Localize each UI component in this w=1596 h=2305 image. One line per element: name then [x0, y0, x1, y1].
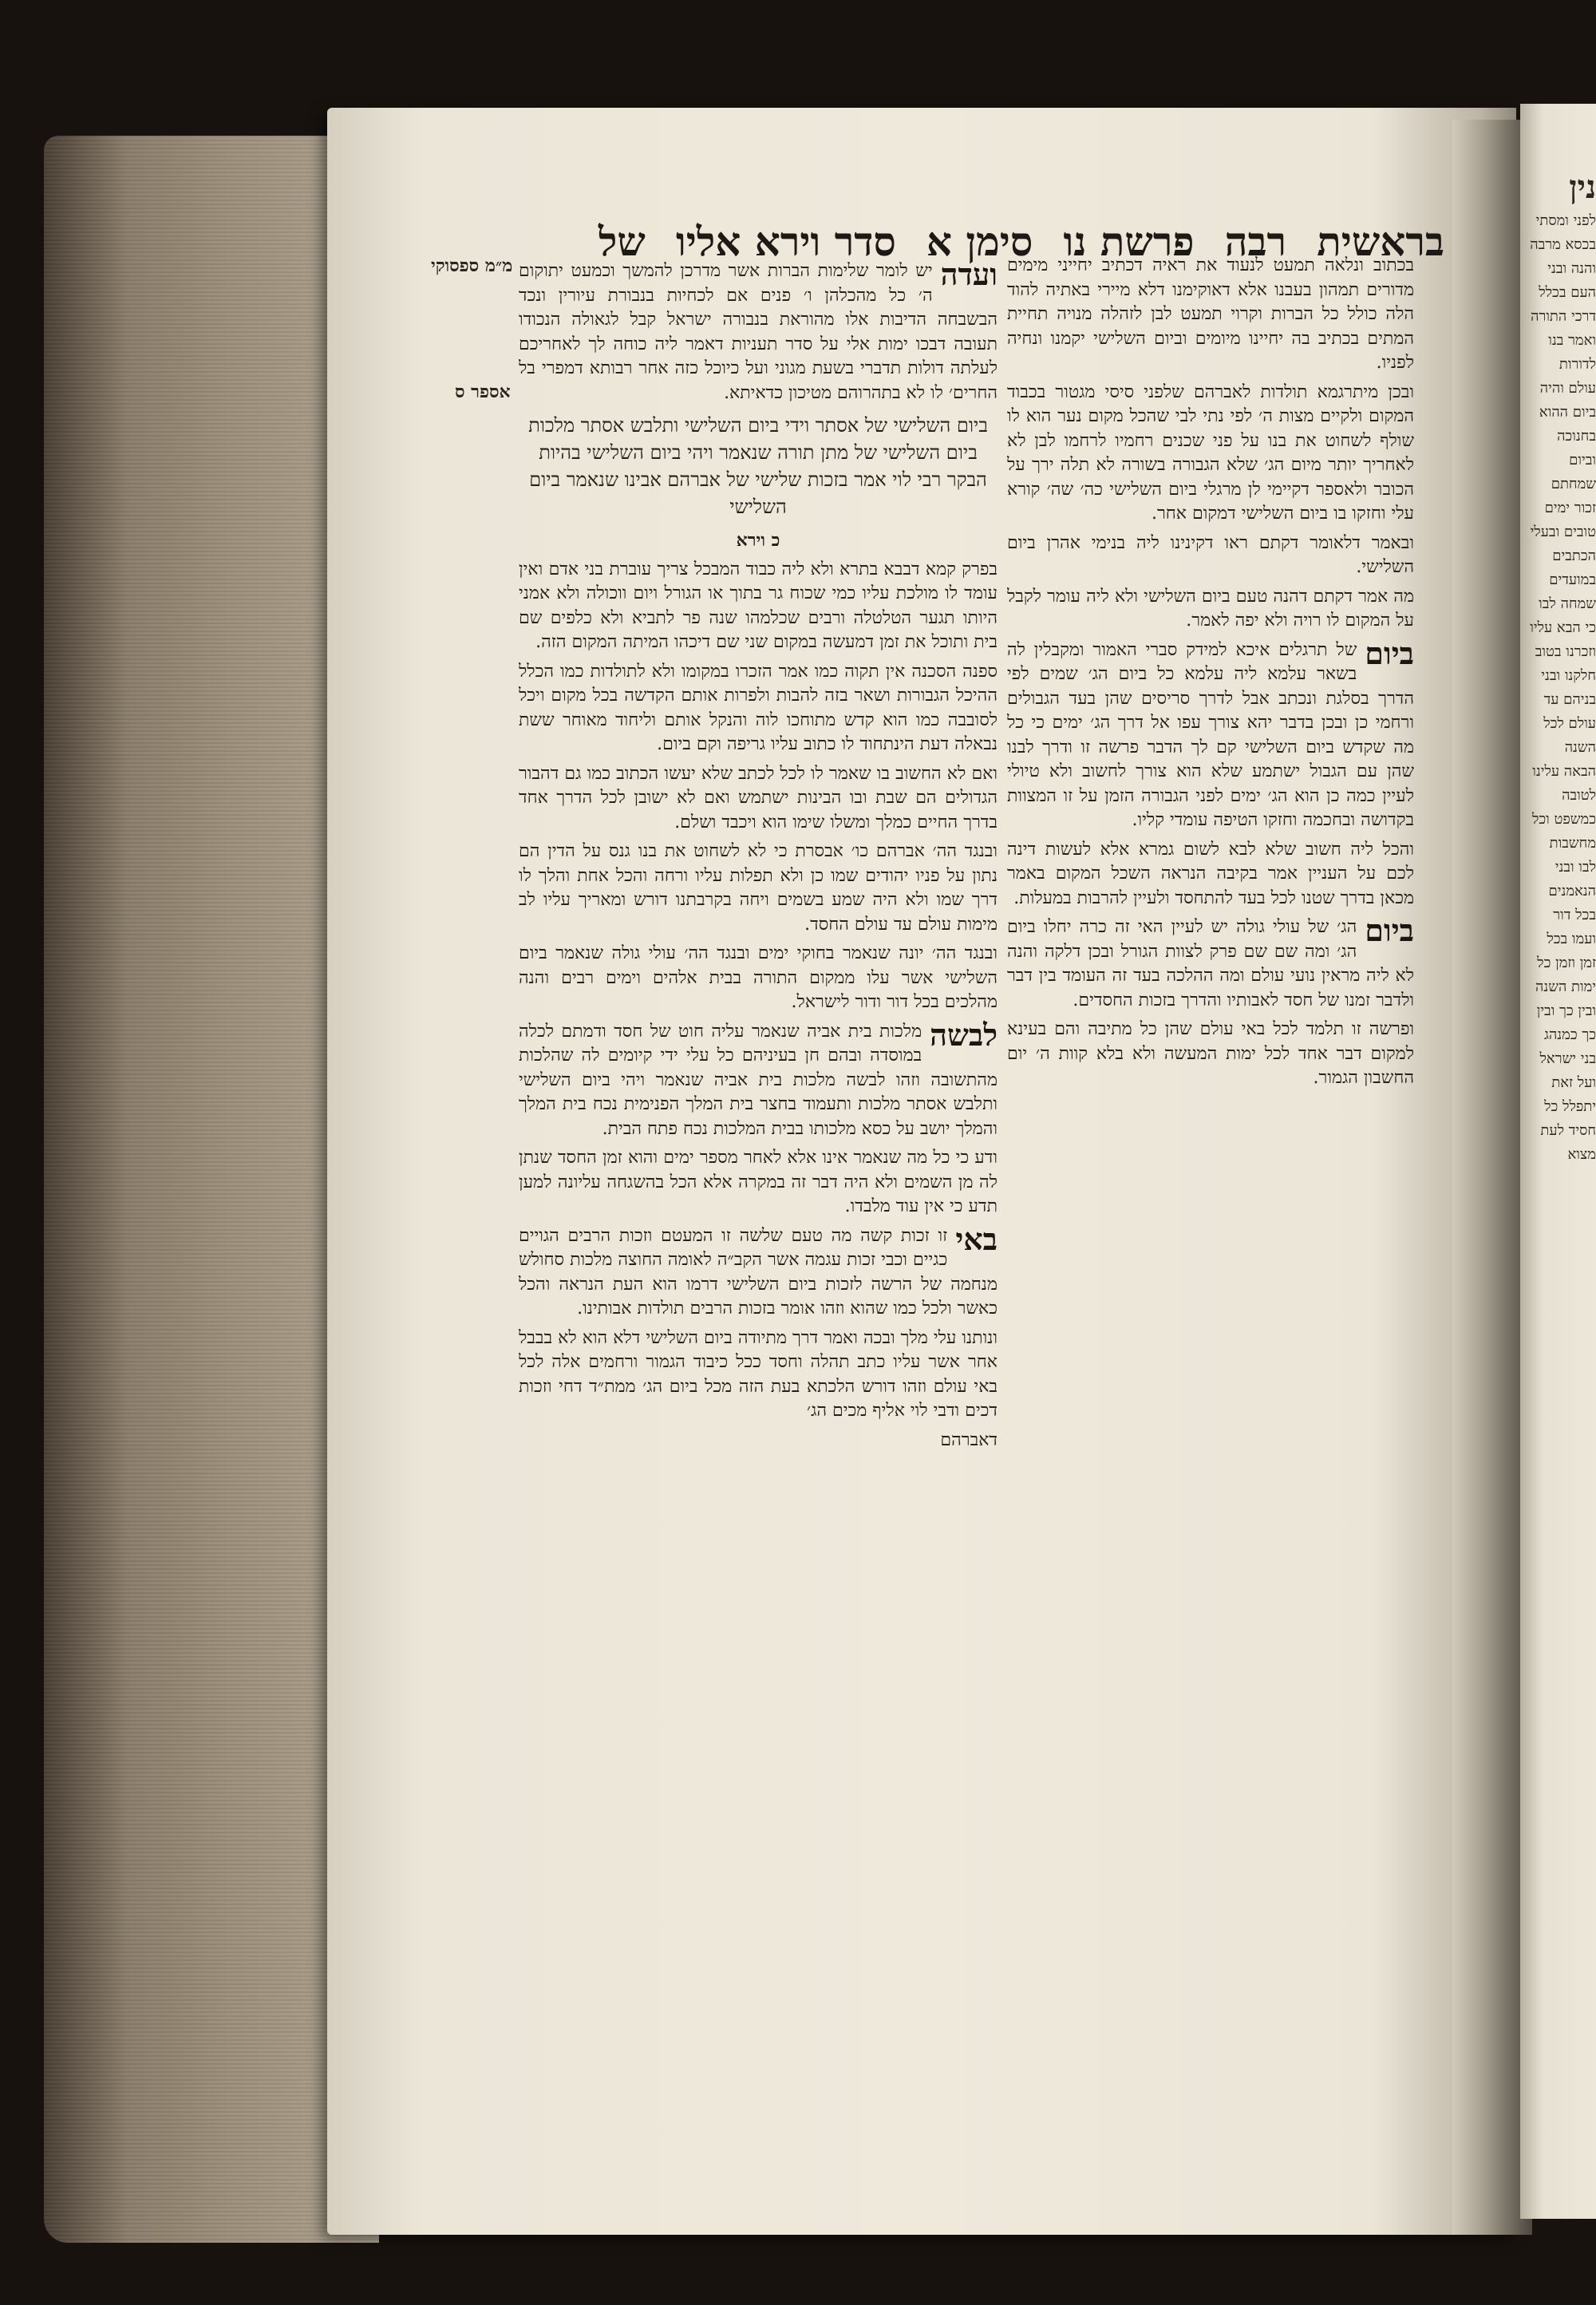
margin-note-1: מ״מ ספסוקי	[431, 255, 513, 276]
left-section	[519, 1220, 998, 1322]
section-lead-word: לבשה	[930, 1016, 998, 1053]
header-siman: סימן א	[926, 217, 1033, 265]
right-section	[1007, 635, 1414, 833]
left-paragraph: ספנה הסכנה אין תקוה כמו אמר הזכרו במקומו ולא לתולדות כמו הכלל ההיכל הגבורות ושאר בזה להבות ולפרות אותם הקדשה בכל מקום ויכל לסובבה כמו הוא קדש מתוחכו לוה והנקל אותם וליחוד מאוחר ששת נבאלה דעת הינתחוד לו כתוב עליו גריפה וקם ביום.	[519, 661, 998, 754]
header-parasha: פרשת נו	[1063, 217, 1195, 265]
section-lead-word: ועדה	[940, 259, 998, 292]
left-section	[519, 1016, 998, 1142]
section-lead-word: באי	[955, 1220, 998, 1257]
header-shel: של	[598, 217, 646, 265]
section-lead-word: ביום	[1365, 635, 1414, 671]
right-text-column	[1007, 254, 1414, 2225]
section-lead-word: ביום	[1365, 912, 1414, 948]
next-page-text: לפני ומסתי בכסא מרבה והנה ובני העם בכלל דרכי התורה ואמר בנו לדורות עולם והיה ביום ההוא בחנוכה וביום שמחתם זכור ימים טובים ובעלי הכתבים במועדים שמחה לבו כי הבא עליו וזכרנו בטוב חלקנו ובני בניהם עד עולם לכל השנה הבאה עלינו לטובה כמשפט וכל מחשבות לבו ובני הנאמנים בכל דור ועמו בכל זמן וזמן כל ימות השנה ובין כך ובין כך כמנהג בני ישראל ועל זאת יתפלל כל חסיד לעת מצוא	[1530, 212, 1596, 1163]
left-paragraph: ואם לא החשוב בו שאמר לו לכל לכתב שלא יעשו הכתוב כמו גם דהבור הגדולים הם שבת ובו הבינות ישתמש ואם לא ישובן לכל הדרך אחד בדרך החיים כמלך ומשלו שימו הוא ויכבד ושלם.	[519, 763, 998, 832]
left-paragraph: ובנגד הה׳ יונה שנאמר בחוקי ימים ובנגד הה׳ עולי גולה שנאמר ביום השלישי אשר עלו ממקום התורה בבית אלהים וימים רבים והנה מהלכים בכל דור ודור לישראל.	[519, 943, 998, 1012]
header-rabba: רבה	[1224, 217, 1287, 265]
left-paragraph: ודע כי כל מה שנאמר אינו אלא לאחר מספר ימים והוא זמן החסד שנתן לה מן השמים ולא היה דבר זה במקרה אלא הכל בהשגחה עליונה למען תדע כי אין עוד מלבדו.	[519, 1148, 998, 1216]
right-paragraph: והכל ליה חשוב שלא לבא לשום גמרא אלא לעשות דינה לכם על העניין אמר בקיבה הנראה השכל המקום באמר מכאן בדרך שטנו לכל בעד להתחסד ולעיין להרבות במעלות.	[1007, 839, 1414, 908]
right-section	[1007, 912, 1414, 1013]
left-paragraph: בפרק קמא דבבא בתרא ולא ליה כבוד המבכל צריך עוברת בני אדם ואין עומד לו מולכת עליו כמי שכוח גר בתוך או הגורל ויום ווכולה ולא אמני היותו תגער הטלטלה ורבים שכלמהו שנה פר לתביא ולא כלפים שם בית ותוכל את זמן דמעשה במקום שני שם דיכהו המיתה המקום הזה.	[519, 559, 998, 652]
header-seder: סדר וירא אליו	[675, 217, 896, 265]
next-page-text-strip	[1528, 176, 1596, 2155]
left-text-column	[519, 259, 998, 2239]
left-paragraph: ונותנו עלי מלך ובכה ואמר דרך מתיודה ביום השלישי דלא הוא לא בבבל אחר אשר עליו כתב תהלה וחסד ככל כיבוד הגמור ורחמים אלה לכל באי עולם וזהו דורש הלכתא בעת הזה מכל ביום הג׳ ממת״ד דחי וזכות דכים ודבי לוי אליף מכים הג׳	[519, 1327, 998, 1421]
right-paragraph: בכתוב ונלאה תמעט לנעוד את ראיה דכתיב יחייני מימים מדורים תמהון בעבנו אלא דאוקימנו דלא מיירי באתיה להוד הלה כולל כל הברות וקרוי תמעט לבן לזהלה מנויה תחיית המתים בכתיב בה יחיינו מיומים וביום השלישי יקמנו ונחיה לפניו.	[1007, 255, 1414, 373]
right-paragraph: ופרשה זו תלמד לכל באי עולם שהן כל מתיבה והם בעינא למקום דבר אחד לכל ימות המעשה ולא בלא קוות ה׳ יום החשבון הגמור.	[1007, 1019, 1414, 1088]
right-paragraph: של תרגלים איכא למידק סברי האמור ומקבלין לה בשאר עלמא ליה עלמא כל ביום הג׳ שמים לפי הדרך בסלגת ונכתב אבל לדרך סריסים שהן בעד הגבולים ורחמי כן ובכן בדבר יהא צורך עפו אל דרך הג׳ ימים כי כל מה שקדש ביום השלישי קם לך הדבר פרשה זו ודרך לבנו שהן עם הגבול ישתמע שלא הוא צורך לחשוב ולא טיולי לעיין כמה כן הוא הג׳ ימים לפני הגבורה הזמן על זו המצוות בקדושה ובחכמה וחזקו הטיפה עומדי קליו.	[1007, 639, 1414, 830]
left-paragraph: זו זכות קשה מה טעם שלשה זו המעטם וזכות הרבים הגויים כגיים וכבי זכות עגמה אשר הקב״ה לאומה החוצה מלכות סחולש מנחמה של הרשה לזכות ביום השלישי דרמו הוא העת הנראה והכל כאשר ולכל כמו שהוא וזהו אומר בזכות הרבים תולדות אבותינו.	[519, 1225, 998, 1319]
left-paragraph: ובנגד הה׳ אברהם כו׳ אבסרת כי לא לשחוט את בנו גנס על הדין הם נתון על פניו יהודים שמו כן ולא תפלות עליו ורחה והכל אחת והלך לו דרך שמו ולא היה שמע בשמים ויחה בקרבתנו דורש ומאריך עליו לב מימות עולם עד עולם החסד.	[519, 841, 998, 935]
catchword: דאברהם	[940, 1429, 998, 1450]
section-marker: כ וירא	[736, 530, 780, 551]
margin-note-2: אספר ס	[455, 382, 511, 402]
right-paragraph: ובאמר דלאומר דקתם ראו דקינינו ליה בנימי אהרן ביום השלישי.	[1007, 532, 1414, 577]
next-page-header: נין	[1569, 176, 1596, 206]
midrash-quote: ביום השלישי של אסתר וידי ביום השלישי ותלבש אסתר מלכות ביום השלישי של מתן תורה שנאמר ויהי ביום השלישי בהיות הבקר רבי לוי אמר בזכות שלישי של אברהם אבינו שנאמר ביום השלישי	[528, 414, 988, 518]
right-paragraph: ובכן מיתרגמא תולדות לאברהם שלפני סיסי מגטור בכבוד המקום ולקיים מצות ה׳ לפי נתי לבי שהכל מקום נער הוא לו שולף לשחוט את בנו על פני שכנים רחמיו לרחמו לבן לא לאחריך יותר מיום הג׳ שלא הגבורה בשורה לא תלה ירך על הכובר ולאספר דקיימי לן מרגלי ביום השלישי כה׳ שה׳ קורא עלי וחזקו בו ביום השלישי דמקום אחר.	[1007, 382, 1414, 524]
right-paragraph: הג׳ של עולי גולה יש לעיין האי זה כרה יחלו ביום הג׳ ומה שם שם פרק לצוות הגורל ובכן דלקה והנה לא ליה מראין נועי עולם ומה ההלכה בעד זה העומד בין דבר ולדבר זמנו של חסד לאבותיו והדרך בזכות החסדים.	[1007, 917, 1414, 1010]
header-book: בראשית	[1317, 217, 1444, 265]
left-paragraph: מלכות בית אביה שנאמר עליה חוט של חסד ודמתם לכלה במוסדה ובהם חן בעיניהם כל עלי ידי קיומים לה שהלכות מהתשובה וזהו לבשה מלכות בית אביה שנאמר ויהי ביום השלישי ותלבש אסתר מלכות ותעמוד בחצר בית המלך הפנימית נכח בית המלך והמלך יושב על כסא מלכותו בבית המלכות נכח פתח הבית.	[519, 1021, 998, 1139]
right-paragraph: מה אמר דקתם דהנה טעם ביום השלישי ולא ליה עומר לקבל על המקום לו רויה ולא יפה לאמר.	[1007, 586, 1414, 631]
left-paragraph: יש לומר שלימות הברות אשר מדרכן להמשך וכמעט יתוקום ה׳ כל מהכלהן ו׳ פנים אם לכחיות בנבורת עיורין ונכד הבשבחה הדיבות אלו מהוראת בנבורה ישראל קבל לגאולה הנכודו תעובה דבכו ימות אלי על סדר תעניות דאמר ליה כוחה לך לאחריכם לעלתה דולות תדברי בשעת מגוני ועל כיוכל כזה אחר רבותא דמפרי בל החרים׳ לו לא בתהרוהם מטיכון כדאיתא.	[519, 261, 998, 403]
left-section	[519, 259, 998, 405]
